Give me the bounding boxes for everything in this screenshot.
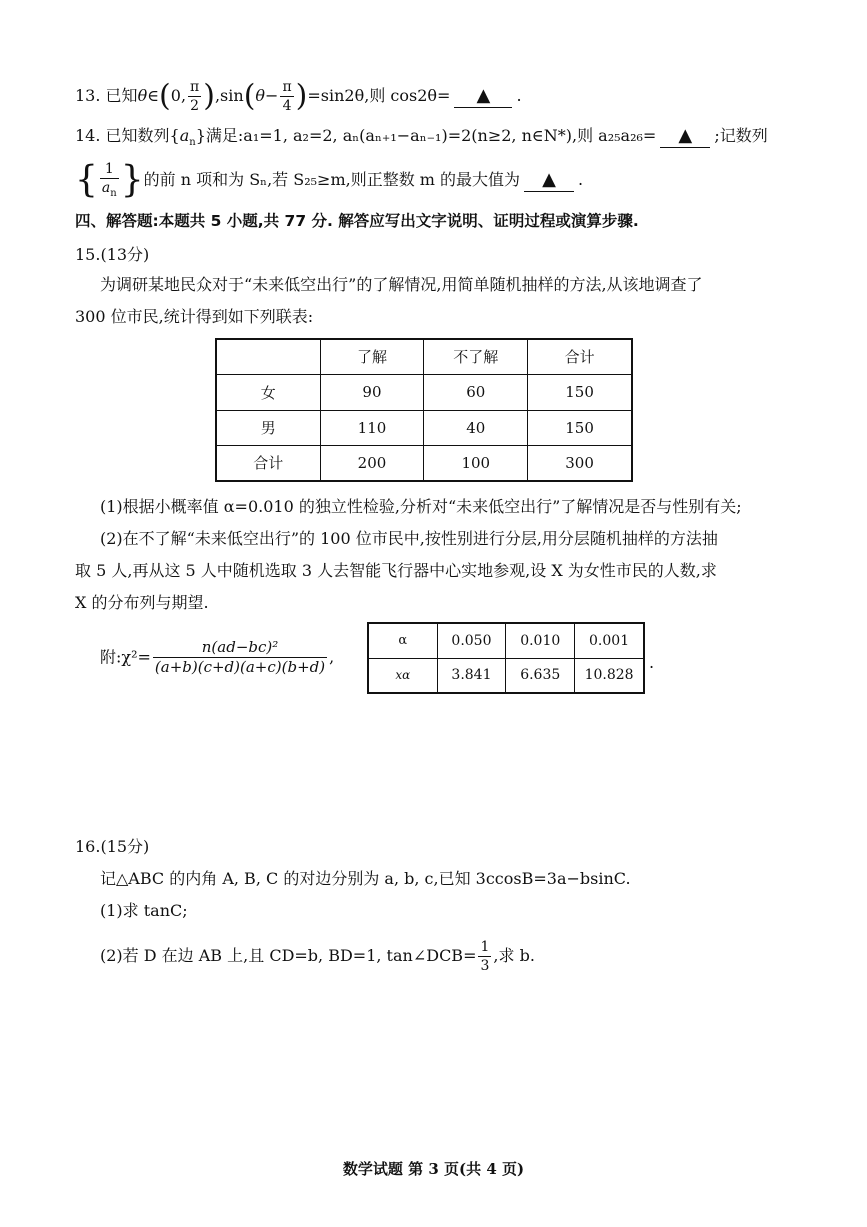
q14-cond-label: }满足: — [195, 126, 244, 145]
q13-eq: =sin2θ,则 cos2θ= — [307, 86, 451, 105]
table-header-cell: 合计 — [528, 339, 632, 374]
formula-comma: , — [329, 647, 335, 667]
table-cell: 40 — [424, 410, 528, 445]
q15-paragraph-1: 为调研某地民众对于“未来低空出行”的了解情况,用简单随机抽样的方法,从该地调查了 — [100, 275, 703, 294]
q13-rparen2: ) — [295, 78, 308, 114]
table-header-cell: 不了解 — [424, 339, 528, 374]
q13-zero: 0, — [170, 86, 187, 105]
table-cell: 女 — [216, 374, 320, 410]
q13-comma: , — [214, 86, 221, 105]
q13-number: 13. — [75, 86, 101, 105]
critical-table-end: . — [649, 653, 655, 672]
q13-pi2: π — [282, 79, 292, 95]
table-cell: 100 — [424, 445, 528, 481]
q16-frac-den: 3 — [480, 958, 490, 974]
q16-s2-text: (2)若 D 在边 AB 上,且 CD=b, BD=1, tan∠DCB= — [100, 946, 477, 965]
q16-paragraph: 记△ABC 的内角 A, B, C 的对边分别为 a, b, c,已知 3ccosB=3a−bsinC. — [100, 869, 631, 888]
table-header-row — [216, 339, 632, 374]
q14-answer-blank-1 — [660, 125, 710, 148]
question-13 — [75, 80, 522, 113]
table-cell: 150 — [528, 410, 632, 445]
table-header-cell — [216, 339, 320, 374]
q14-frac-1-an — [100, 162, 119, 199]
q13-end: . — [516, 86, 522, 105]
q14-rbrace: } — [120, 159, 144, 201]
table-row — [368, 658, 644, 693]
q13-frac-pi-2 — [188, 80, 201, 113]
q16-subquestion-1: (1)求 tanC; — [100, 901, 188, 920]
q14-n: n — [189, 137, 196, 149]
table-cell: 6.635 — [506, 658, 575, 693]
q13-answer-blank — [454, 85, 512, 108]
section-4-heading: 四、解答题:本题共 5 小题,共 77 分. 解答应写出文字说明、证明过程或演算步骤. — [75, 212, 639, 230]
q14-a2: a — [101, 180, 111, 196]
q16-s2-end: ,求 b. — [493, 946, 535, 965]
q13-pi: π — [190, 79, 200, 95]
table-cell: 60 — [424, 374, 528, 410]
table-cell: xα — [368, 658, 437, 693]
q15-subquestion-2c: X 的分布列与期望. — [75, 593, 209, 612]
table-cell: 90 — [320, 374, 424, 410]
q14-a: a — [179, 126, 190, 145]
table-cell: 110 — [320, 410, 424, 445]
q13-theta-minus: θ− — [255, 86, 279, 105]
q13-in: ∈ — [147, 86, 160, 105]
table-cell: 3.841 — [437, 658, 506, 693]
q16-subquestion-2 — [100, 940, 535, 973]
q16-header: 16.(15分) — [75, 837, 150, 856]
table-row — [216, 374, 632, 410]
q14-answer-blank-2 — [524, 169, 574, 192]
q13-rparen: ) — [203, 78, 215, 114]
table-cell: 0.050 — [437, 623, 506, 658]
formula-numerator: n(ad−bc)² — [153, 640, 327, 658]
q13-sin: sin — [220, 86, 244, 105]
q13-two: 2 — [190, 98, 200, 114]
table-cell: α — [368, 623, 437, 658]
formula-fraction — [153, 640, 327, 675]
question-14-line2 — [75, 159, 584, 201]
q15-subquestion-2b: 取 5 人,再从这 5 人中随机选取 3 人去智能飞行器中心实地参观,设 X 为女性市民的人数,求 — [75, 561, 717, 580]
q15-subquestion-2a: (2)在不了解“未来低空出行”的 100 位市民中,按性别进行分层,用分层随机抽样的方法抽 — [100, 529, 718, 548]
table-header-cell: 了解 — [320, 339, 424, 374]
q16-frac-1-3 — [478, 940, 491, 973]
table-row — [216, 445, 632, 481]
q13-lparen2: ( — [243, 78, 256, 114]
table-cell: 10.828 — [575, 658, 644, 693]
table-cell: 0.010 — [506, 623, 575, 658]
q14-text2: 的前 n 项和为 Sₙ,若 S₂₅≥m,则正整数 m 的最大值为 — [143, 169, 521, 189]
q13-theta: θ — [137, 86, 148, 105]
table-cell: 200 — [320, 445, 424, 481]
question-14-line1 — [75, 125, 768, 154]
contingency-table — [215, 338, 633, 482]
q14-n2: n — [110, 187, 117, 199]
q14-seq-label: ;记数列 — [714, 126, 768, 145]
q15-header: 15.(13分) — [75, 245, 150, 264]
table-row — [216, 410, 632, 445]
chi-square-formula — [100, 640, 334, 675]
critical-value-table — [367, 622, 645, 694]
table-row — [368, 623, 644, 658]
table-cell: 150 — [528, 374, 632, 410]
q14-prefix: 14. 已知数列{ — [75, 126, 180, 145]
q13-text: 已知 — [105, 86, 138, 105]
table-cell: 合计 — [216, 445, 320, 481]
q14-one: 1 — [100, 162, 119, 179]
q13-triangle: ▲ — [476, 85, 491, 106]
q14-triangle-2: ▲ — [542, 168, 556, 190]
q14-condition: a₁=1, a₂=2, aₙ(aₙ₊₁−aₙ₋₁)=2(n≥2, n∈N*),则 a₂₅a₂₆= — [243, 126, 657, 145]
q13-lparen: ( — [159, 78, 171, 114]
q14-end: . — [578, 169, 584, 189]
q14-lbrace: { — [75, 159, 98, 201]
table-cell: 0.001 — [575, 623, 644, 658]
table-cell: 男 — [216, 410, 320, 445]
formula-denominator: (a+b)(c+d)(a+c)(b+d) — [154, 658, 326, 676]
q13-frac-pi-4 — [280, 80, 293, 113]
q14-triangle-1: ▲ — [678, 125, 693, 146]
q13-four: 4 — [282, 98, 292, 114]
formula-prefix: 附:χ²= — [100, 647, 151, 667]
table-cell: 300 — [528, 445, 632, 481]
q15-subquestion-1: (1)根据小概率值 α=0.010 的独立性检验,分析对“未来低空出行”了解情况是否与性别有关; — [100, 497, 742, 516]
q14-an — [100, 179, 119, 199]
q15-paragraph-2: 300 位市民,统计得到如下列联表: — [75, 307, 314, 326]
page-footer: 数学试题 第 3 页(共 4 页) — [342, 1160, 525, 1178]
q16-frac-num: 1 — [480, 939, 490, 955]
